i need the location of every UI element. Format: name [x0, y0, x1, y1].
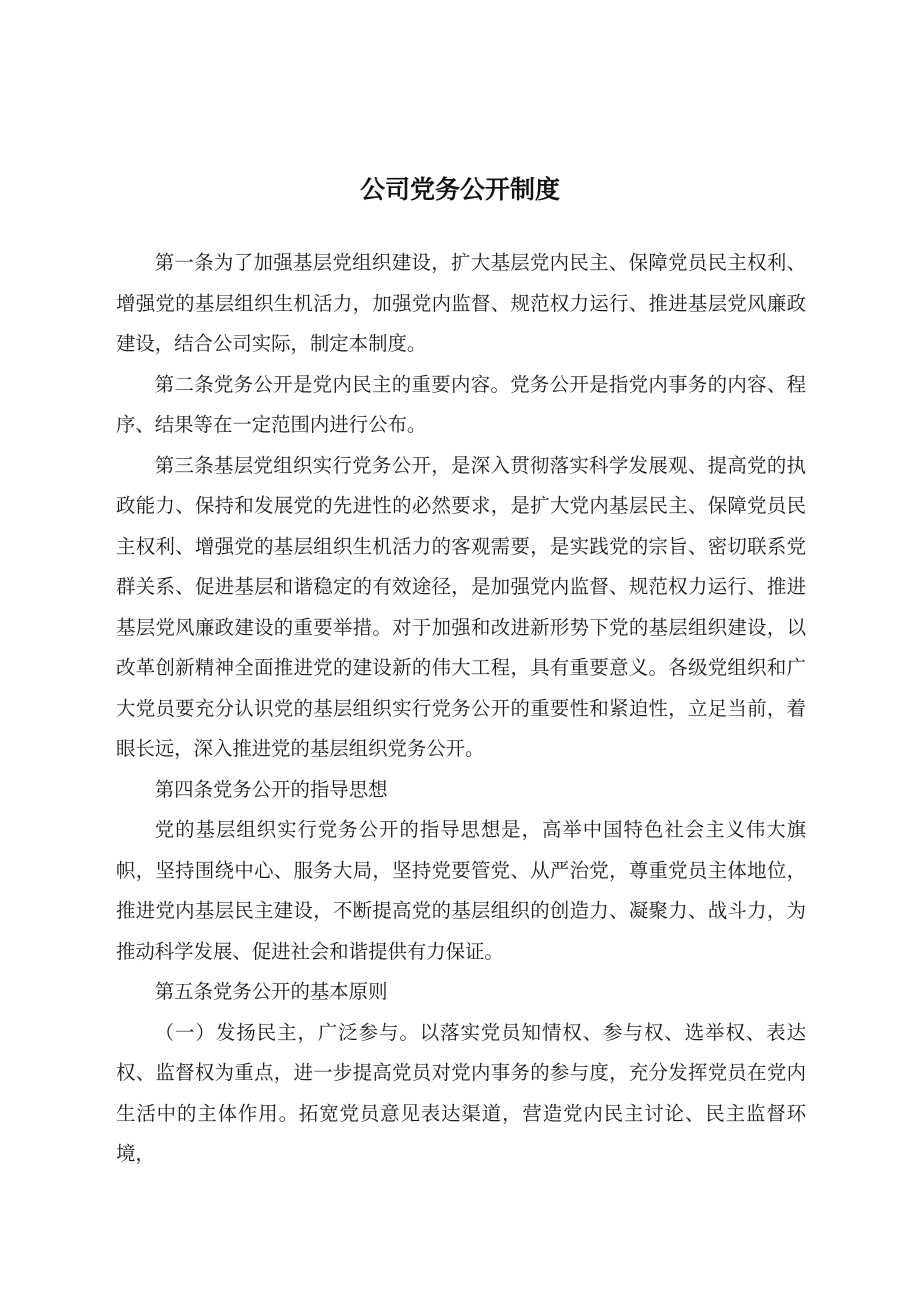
document-title: 公司党务公开制度 — [359, 175, 560, 204]
article-3-paragraph: 第三条基层党组织实行党务公开，是深入贯彻落实科学发展观、提高党的执政能力、保持和发展党的先进性的必然要求，是扩大党内基层民主、保障党员民主权利、增强党的基层组织生机活力的客观需要，是实践党的宗旨、密切联系党群关系、促进基层和谐稳定的有效途径，是加强党内监督、规范权力运行、推进基层党风廉政建设的重要举措。对于加强和改进新形势下党的基层组织建设，以改革创新精神全面推进党的建设新的伟大工程，具有重要意义。各级党组织和广大党员要充分认识党的基层组织实行党务公开的重要性和紧迫性，立足当前，着眼长远，深入推进党的基层组织党务公开。 — [116, 453, 806, 760]
article-4-heading: 第四条党务公开的指导思想 — [154, 777, 388, 801]
article-2-paragraph: 第二条党务公开是党内民主的重要内容。党务公开是指党内事务的内容、程序、结果等在一定范围内进行公布。 — [116, 372, 806, 436]
article-1-paragraph: 第一条为了加强基层党组织建设，扩大基层党内民主、保障党员民主权利、增强党的基层组织生机活力，加强党内监督、规范权力运行、推进基层党风廉政建设，结合公司实际，制定本制度。 — [116, 251, 806, 355]
article-5-heading: 第五条党务公开的基本原则 — [154, 980, 388, 1003]
guiding-principle-paragraph: 党的基层组织实行党务公开的指导思想是，高举中国特色社会主义伟大旗帜，坚持围绕中心、服务大局，坚持党要管党、从严治党，尊重党员主体地位，推进党内基层民主建设，不断提高党的基层组织的创造力、凝聚力、战斗力，为推动科学发展、促进社会和谐提供有力保证。 — [116, 818, 806, 963]
principle-1-paragraph: （一）发扬民主，广泛参与。以落实党员知情权、参与权、选举权、表达权、监督权为重点，进一步提高党员对党内事务的参与度，充分发挥党员在党内生活中的主体作用。拓宽党员意见表达渠道，营造党内民主讨论、民主监督环境， — [116, 1020, 806, 1165]
document-body — [116, 243, 806, 1175]
